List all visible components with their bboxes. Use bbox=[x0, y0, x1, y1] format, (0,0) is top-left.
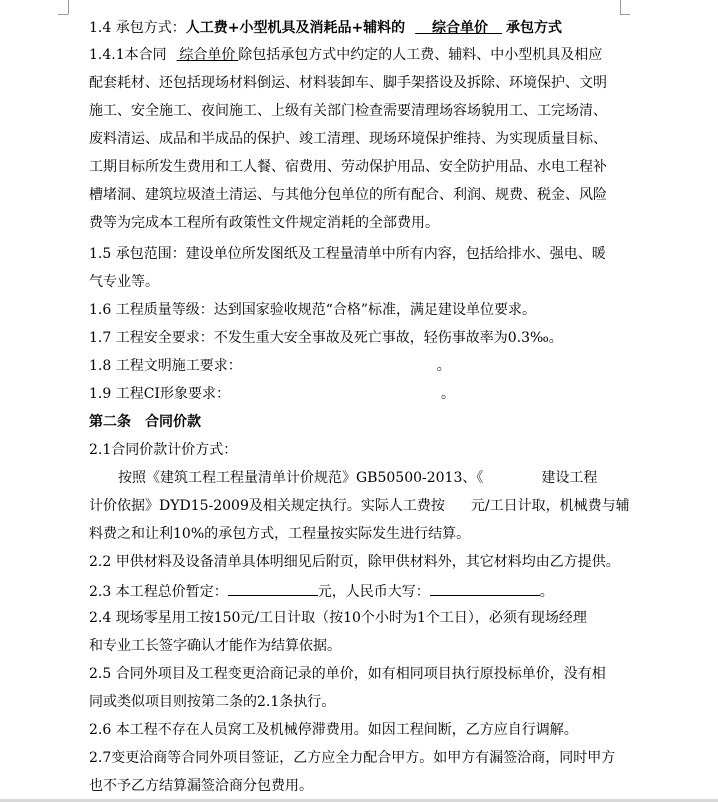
page-corner-mark-left-h bbox=[58, 14, 68, 15]
clause-2-4-line-1: 2.4 现场零星用工按150元/工日计取（按10个小时为1个工日），必须有现场经理 bbox=[89, 610, 587, 626]
clause-1-6: 1.6 工程质量等级：达到国家验收规范“合格”标准，满足建设单位要求。 bbox=[89, 302, 537, 318]
clause-2-2: 2.2 甲供材料及设备清单具体明细见后附页，除甲供材料外，其它材料均由乙方提供。 bbox=[89, 554, 620, 570]
total-price-blank bbox=[228, 579, 318, 596]
clause-1-4-1-line-5: 工期目标所发生费用和工人餐、宿费用、劳动保护用品、安全防护用品、水电工程补 bbox=[89, 159, 607, 175]
clause-1-5-line-1: 1.5 承包范围：建设单位所发图纸及工程量清单中所有内容，包括给排水、强电、暖 bbox=[89, 246, 606, 262]
article-2-heading: 第二条 合同价款 bbox=[89, 414, 201, 430]
clause-1-4-label: 1.4 承包方式： bbox=[89, 20, 186, 36]
clause-1-8: 1.8 工程文明施工要求： 。 bbox=[89, 358, 451, 374]
clause-1-4-1-unit-price: 综合单价 bbox=[179, 47, 236, 63]
clause-2-1-line-3: 料费之和让利10%的承包方式，工程量按实际发生进行结算。 bbox=[89, 526, 471, 542]
clause-1-4-suffix: 承包方式 bbox=[505, 20, 562, 36]
clause-1-4-1-line-2: 配套耗材、还包括现场材料倒运、材料装卸车、脚手架搭设及拆除、环境保护、文明 bbox=[89, 75, 607, 91]
clause-1-4-1-line-4: 废料清运、成品和半成品的保护、竣工清理、现场环境保护维持、为实现质量目标、 bbox=[89, 131, 607, 147]
clause-1-7: 1.7 工程安全要求：不发生重大安全事故及死亡事故，轻伤事故率为0.3‰。 bbox=[89, 330, 563, 346]
clause-1-5-line-2: 气专业等。 bbox=[89, 274, 159, 290]
clause-2-5-line-2: 同或类似项目则按第二条的2.1条执行。 bbox=[89, 694, 336, 710]
clause-1-4-unit-price: 综合单价 bbox=[431, 20, 488, 36]
clause-2-7-line-1: 2.7变更洽商等合同外项目签证，乙方应全力配合甲方。如甲方有漏签洽商，同时甲方 bbox=[89, 750, 616, 766]
clause-2-7-line-2: 也不予乙方结算漏签洽商分包费用。 bbox=[89, 778, 313, 794]
clause-1-4-1-line-6: 槽堵洞、建筑垃圾渣土清运、与其他分包单位的所有配合、利润、规费、税金、风险 bbox=[89, 187, 607, 203]
clause-2-1-heading: 2.1合同价款计价方式： bbox=[89, 442, 238, 458]
clause-2-3: 2.3 本工程总价暂定： 元，人民币大写： 。 bbox=[89, 579, 554, 601]
total-price-words-blank bbox=[430, 579, 540, 596]
clause-2-4-line-2: 和专业工长签字确认才能作为结算依据。 bbox=[89, 638, 341, 654]
clause-2-1-line-2: 计价依据》DYD15-2009及相关规定执行。实际人工费按 元/工日计取，机械费与辅 bbox=[89, 498, 630, 514]
clause-1-4-1-line-3: 施工、安全施工、夜间施工、上级有关部门检查需要清理场容场貌用工、工完场清、 bbox=[89, 103, 607, 119]
page-corner-mark-right bbox=[620, 0, 621, 14]
clause-1-9: 1.9 工程CI形象要求： 。 bbox=[89, 386, 455, 402]
clause-1-4 bbox=[89, 17, 562, 39]
clause-2-1-line-1: 按照《建筑工程工程量清单计价规范》GB50500-2013、《 建设工程 bbox=[118, 470, 598, 486]
page-corner-mark-left bbox=[68, 0, 69, 14]
clause-1-4-1-line-1: 1.4.1本合同 综合单价 除包括承包方式中约定的人工费、辅料、中小型机具及相应 bbox=[89, 47, 603, 63]
clause-2-6: 2.6 本工程不存在人员窝工及机械停滞费用。如因工程间断，乙方应自行调解。 bbox=[89, 722, 578, 738]
clause-2-5-line-1: 2.5 合同外项目及工程变更洽商记录的单价，如有相同项目执行原投标单价，没有相 bbox=[89, 666, 606, 682]
clause-1-4-method: 人工费+小型机具及消耗品+辅料的 bbox=[185, 20, 406, 36]
page-corner-mark-right-h bbox=[620, 14, 630, 15]
clause-1-4-1-line-7: 费等为完成本工程所有政策性文件规定消耗的全部费用。 bbox=[89, 215, 439, 231]
